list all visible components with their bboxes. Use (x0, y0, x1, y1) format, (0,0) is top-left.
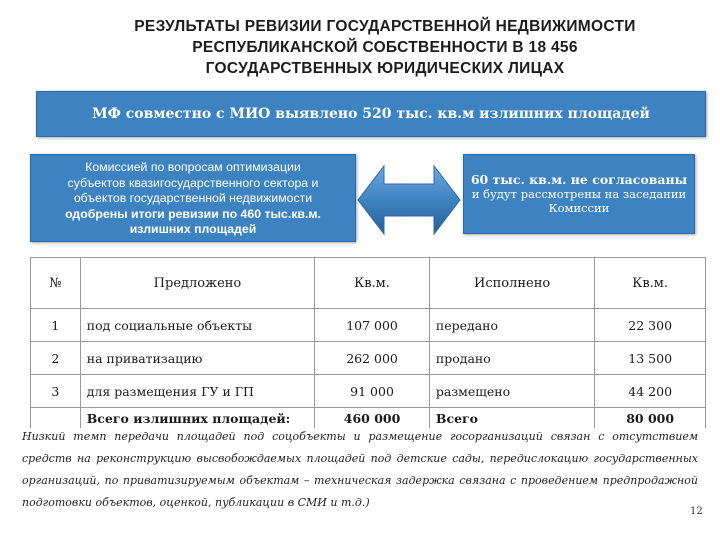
commission-line-5: излишних площадей (129, 222, 257, 236)
table-row (31, 375, 706, 408)
row-sqm-executed: 22 300 (595, 309, 706, 342)
total-number-cell (31, 408, 81, 429)
row-executed: продано (429, 342, 594, 375)
total-label: Всего излишних площадей: (80, 408, 314, 429)
header-proposed: Предложено (80, 258, 314, 309)
row-proposed: на приватизацию (80, 342, 314, 375)
row-executed: размещено (429, 375, 594, 408)
row-number: 1 (31, 309, 81, 342)
pending-line-3: Комиссии (548, 201, 610, 215)
row-sqm-proposed: 107 000 (315, 309, 430, 342)
title-line-2: РЕСПУБЛИКАНСКОЙ СОБСТВЕННОСТИ В 18 456 (192, 39, 578, 56)
row-sqm-executed: 44 200 (595, 375, 706, 408)
row-sqm-proposed: 262 000 (315, 342, 430, 375)
commission-line-4: одобрены итоги ревизии по 460 тыс.кв.м. (65, 206, 321, 221)
page-number: 12 (690, 506, 703, 517)
row-number: 2 (31, 342, 81, 375)
commission-line-1: Комиссией по вопросам оптимизации (85, 160, 301, 174)
summary-banner (36, 91, 706, 137)
summary-banner-text: МФ совместно с МИО выявлено 520 тыс. кв.м излишних площадей (92, 106, 650, 122)
row-sqm-executed: 13 500 (595, 342, 706, 375)
title-line-3: ГОСУДАРСТВЕННЫХ ЮРИДИЧЕСКИХ ЛИЦАХ (205, 60, 565, 77)
commission-approval-box (30, 154, 356, 242)
row-proposed: для размещения ГУ и ГП (80, 375, 314, 408)
page-title (60, 16, 710, 79)
pending-line-2: и будут рассмотрены на заседании (471, 187, 687, 201)
total-executed-label: Всего (429, 408, 594, 429)
row-proposed: под социальные объекты (80, 309, 314, 342)
table-total-row (31, 408, 706, 429)
double-arrow-icon (356, 160, 462, 240)
total-sqm-proposed: 460 000 (315, 408, 430, 429)
header-executed: Исполнено (429, 258, 594, 309)
commission-line-2: субъектов квазигосударственного сектора и (67, 175, 319, 190)
table-row (31, 342, 706, 375)
pending-line-1: 60 тыс. кв.м. не согласованы (470, 172, 688, 187)
header-number: № (31, 258, 81, 309)
table-header-row (31, 258, 706, 309)
commission-line-3: объектов государственной недвижимости (73, 191, 313, 205)
row-sqm-proposed: 91 000 (315, 375, 430, 408)
footnote: Низкий темп передачи площадей под соцобъекты и размещение госорганизаций связан с отсутствием средств на реконструкцию высвобождаемых площадей под детские сады, передислокацию государственных организаций, по приватизируемым объектам – техническая задержка связана с проведением предпродажной подготовки объектов, оценкой, публикации в СМИ и т.д.) (22, 430, 698, 509)
pending-approval-box (463, 154, 695, 234)
total-sqm-executed: 80 000 (595, 408, 706, 429)
results-table (30, 257, 706, 428)
header-sqm-executed: Кв.м. (595, 258, 706, 309)
table-row (31, 309, 706, 342)
header-sqm-proposed: Кв.м. (315, 258, 430, 309)
row-executed: передано (429, 309, 594, 342)
row-number: 3 (31, 375, 81, 408)
title-line-1: РЕЗУЛЬТАТЫ РЕВИЗИИ ГОСУДАРСТВЕННОЙ НЕДВИЖИМОСТИ (134, 18, 636, 35)
